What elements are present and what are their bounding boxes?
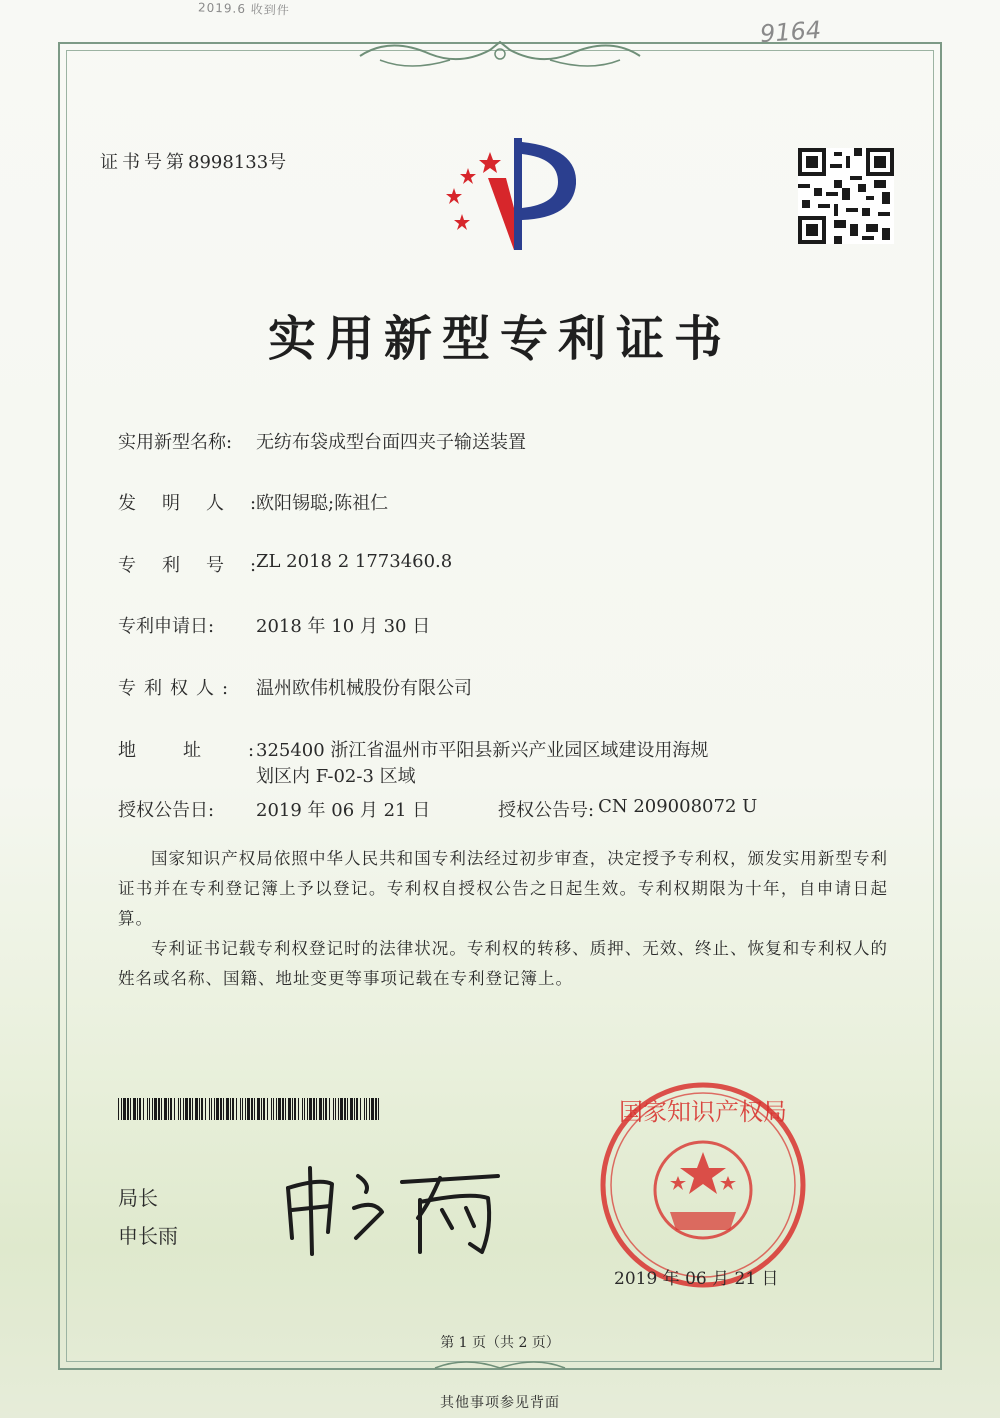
barcode-bar bbox=[294, 1098, 296, 1120]
barcode-bar bbox=[216, 1098, 219, 1120]
barcode-bar bbox=[347, 1098, 348, 1120]
inventor-label: 发明人: bbox=[118, 493, 283, 514]
barcode-bar bbox=[364, 1098, 365, 1120]
handwritten-signature-icon bbox=[270, 1148, 510, 1258]
barcode-bar bbox=[211, 1098, 212, 1120]
field-inventor bbox=[118, 489, 388, 515]
barcode-bar bbox=[214, 1098, 215, 1120]
barcode-bar bbox=[209, 1098, 210, 1120]
barcode-bar bbox=[263, 1098, 265, 1120]
barcode-bar bbox=[152, 1098, 153, 1120]
barcode-icon bbox=[118, 1098, 380, 1120]
qr-code-icon bbox=[798, 148, 894, 244]
barcode-bar bbox=[147, 1098, 148, 1120]
filing-date-label: 专利申请日: bbox=[118, 616, 215, 637]
top-ornament-icon bbox=[350, 36, 650, 76]
barcode-bar bbox=[178, 1098, 179, 1120]
address-label: 地址: bbox=[118, 740, 302, 761]
barcode-bar bbox=[251, 1098, 253, 1120]
field-patentee bbox=[118, 674, 472, 700]
barcode-bar bbox=[271, 1098, 272, 1120]
field-address bbox=[118, 736, 708, 788]
barcode-bar bbox=[189, 1098, 191, 1120]
barcode-bar bbox=[261, 1098, 262, 1120]
barcode-bar bbox=[313, 1098, 315, 1120]
barcode-bar bbox=[201, 1098, 203, 1120]
barcode-bar bbox=[369, 1098, 370, 1120]
barcode-bar bbox=[127, 1098, 129, 1120]
barcode-bar bbox=[323, 1098, 324, 1120]
barcode-bar bbox=[333, 1098, 334, 1120]
grant-number-label: 授权公告号: bbox=[498, 800, 595, 821]
patent-number-value: ZL 2018 2 1773460.8 bbox=[256, 551, 453, 572]
barcode-bar bbox=[288, 1098, 291, 1120]
certificate-number-suffix: 号 bbox=[268, 152, 291, 173]
barcode-bar bbox=[282, 1098, 284, 1120]
barcode-bar bbox=[254, 1098, 255, 1120]
barcode-bar bbox=[164, 1098, 167, 1120]
body-paragraph-1: 国家知识产权局依照中华人民共和国专利法经过初步审查，决定授予专利权，颁发实用新型专利证书并在专利登记簿上予以登记。专利权自授权公告之日起生效。专利权期限为十年，自申请日起算。 bbox=[118, 849, 888, 928]
barcode-bar bbox=[245, 1098, 246, 1120]
barcode-bar bbox=[278, 1098, 281, 1120]
barcode-bar bbox=[205, 1098, 206, 1120]
signatory-name: 申长雨 bbox=[118, 1224, 178, 1248]
barcode-bar bbox=[133, 1098, 136, 1120]
seal-text: 国家知识产权局 bbox=[619, 1098, 787, 1126]
barcode-bar bbox=[309, 1098, 312, 1120]
barcode-bar bbox=[226, 1098, 229, 1120]
signatory-title: 局长 bbox=[118, 1186, 158, 1210]
barcode-bar bbox=[240, 1098, 241, 1120]
utility-model-name-label: 实用新型名称: bbox=[118, 432, 233, 453]
page-indicator: 第 1 页（共 2 页） bbox=[440, 1335, 560, 1351]
barcode-bar bbox=[354, 1098, 355, 1120]
grant-date-value: 2019 年 06 月 21 日 bbox=[256, 800, 431, 821]
barcode-bar bbox=[185, 1098, 188, 1120]
seal-date: 2019 年 06 月 21 日 bbox=[614, 1269, 779, 1289]
barcode-bar bbox=[121, 1098, 122, 1120]
barcode-bar bbox=[325, 1098, 327, 1120]
barcode-bar bbox=[338, 1098, 339, 1120]
barcode-bar bbox=[230, 1098, 231, 1120]
barcode-bar bbox=[130, 1098, 131, 1120]
certificate-number-label: 证书号第 bbox=[100, 152, 188, 173]
barcode-bar bbox=[276, 1098, 277, 1120]
barcode-bar bbox=[344, 1098, 346, 1120]
address-line-2: 划区内 F-02-3 区域 bbox=[256, 766, 416, 787]
barcode-bar bbox=[232, 1098, 234, 1120]
field-grant-number bbox=[498, 796, 757, 822]
field-patent-number bbox=[118, 551, 452, 577]
barcode-bar bbox=[292, 1098, 293, 1120]
certificate-title: 实用新型专利证书 bbox=[267, 311, 732, 367]
barcode-bar bbox=[174, 1098, 175, 1120]
patent-office-emblem-icon bbox=[418, 138, 578, 258]
barcode-bar bbox=[356, 1098, 358, 1120]
barcode-bar bbox=[375, 1098, 377, 1120]
certificate-number-value: 8998133 bbox=[188, 152, 269, 173]
barcode-bar bbox=[137, 1098, 138, 1120]
barcode-bar bbox=[319, 1098, 322, 1120]
handwritten-note: 2019.6 收到件 bbox=[197, 0, 291, 18]
barcode-bar bbox=[158, 1098, 160, 1120]
certificate-number bbox=[100, 148, 290, 174]
barcode-bar bbox=[340, 1098, 343, 1120]
barcode-bar bbox=[298, 1098, 299, 1120]
barcode-bar bbox=[170, 1098, 172, 1120]
barcode-bar bbox=[223, 1098, 224, 1120]
barcode-bar bbox=[366, 1098, 367, 1120]
barcode-bar bbox=[360, 1098, 361, 1120]
barcode-bar bbox=[307, 1098, 308, 1120]
barcode-bar bbox=[247, 1098, 250, 1120]
barcode-bar bbox=[192, 1098, 193, 1120]
barcode-bar bbox=[183, 1098, 184, 1120]
utility-model-name-value: 无纺布袋成型台面四夹子输送装置 bbox=[256, 432, 526, 453]
grant-date-label: 授权公告日: bbox=[118, 800, 215, 821]
address-line-1: 325400 浙江省温州市平阳县新兴产业园区域建设用海规 bbox=[256, 740, 709, 761]
body-paragraph-2: 专利证书记载专利权登记时的法律状况。专利权的转移、质押、无效、终止、恢复和专利权人的姓名或名称、国籍、地址变更等事项记载在专利登记簿上。 bbox=[118, 939, 888, 988]
barcode-bar bbox=[143, 1098, 144, 1120]
barcode-bar bbox=[139, 1098, 141, 1120]
barcode-bar bbox=[273, 1098, 274, 1120]
patent-number-label: 专利号: bbox=[118, 555, 283, 576]
patentee-label: 专利权人: bbox=[118, 678, 237, 699]
field-grant-date bbox=[118, 796, 430, 822]
barcode-bar bbox=[242, 1098, 243, 1120]
barcode-bar bbox=[316, 1098, 317, 1120]
barcode-bar bbox=[123, 1098, 126, 1120]
barcode-bar bbox=[220, 1098, 222, 1120]
barcode-bar bbox=[118, 1098, 119, 1120]
barcode-bar bbox=[285, 1098, 286, 1120]
barcode-bar bbox=[302, 1098, 303, 1120]
bottom-ornament-icon bbox=[430, 1356, 570, 1376]
official-seal-icon bbox=[598, 1080, 808, 1290]
barcode-bar bbox=[335, 1098, 336, 1120]
barcode-bar bbox=[378, 1098, 379, 1120]
patentee-value: 温州欧伟机械股份有限公司 bbox=[256, 678, 472, 699]
field-filing-date bbox=[118, 612, 430, 638]
barcode-bar bbox=[168, 1098, 169, 1120]
footer-note: 其他事项参见背面 bbox=[440, 1395, 560, 1411]
barcode-bar bbox=[154, 1098, 157, 1120]
filing-date-value: 2018 年 10 月 30 日 bbox=[256, 616, 431, 637]
barcode-bar bbox=[257, 1098, 260, 1120]
barcode-bar bbox=[195, 1098, 198, 1120]
barcode-bar bbox=[149, 1098, 150, 1120]
barcode-bar bbox=[236, 1098, 237, 1120]
barcode-bar bbox=[267, 1098, 268, 1120]
barcode-bar bbox=[371, 1098, 374, 1120]
barcode-bar bbox=[304, 1098, 305, 1120]
handwritten-number: 9164 bbox=[759, 15, 822, 49]
barcode-bar bbox=[180, 1098, 181, 1120]
inventor-value: 欧阳锡聪;陈祖仁 bbox=[256, 493, 389, 514]
barcode-bar bbox=[329, 1098, 330, 1120]
barcode-bar bbox=[199, 1098, 200, 1120]
barcode-bar bbox=[161, 1098, 162, 1120]
grant-number-value: CN 209008072 U bbox=[598, 796, 758, 817]
field-utility-model-name bbox=[118, 428, 526, 454]
barcode-bar bbox=[350, 1098, 353, 1120]
